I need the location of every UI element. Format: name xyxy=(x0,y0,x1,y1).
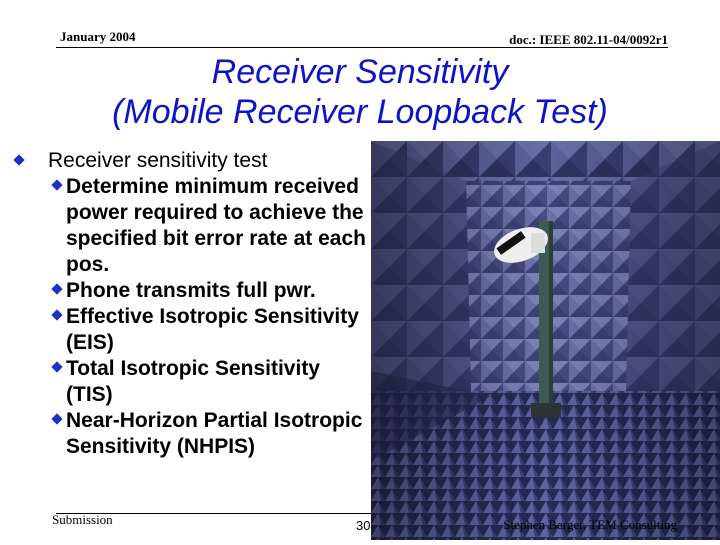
header-divider xyxy=(56,47,668,48)
slide-title xyxy=(0,52,720,132)
header-doc-id: doc.: IEEE 802.11-04/0092r1 xyxy=(509,32,668,47)
diamond-bullet-icon xyxy=(48,358,66,376)
diamond-bullet-icon xyxy=(10,151,28,169)
sub-bullet-text: Total Isotropic Sensitivity (TIS) xyxy=(66,357,320,406)
bullet-list xyxy=(8,148,368,460)
sub-bullet-item xyxy=(8,356,368,408)
sub-bullet-item xyxy=(8,278,368,304)
bullet-main xyxy=(8,148,368,174)
bullet-main-text: Receiver sensitivity test xyxy=(48,149,268,172)
slide-title-line-1: Receiver Sensitivity xyxy=(211,53,509,91)
diamond-bullet-icon xyxy=(48,306,66,324)
slide-title-line-2: (Mobile Receiver Loopback Test) xyxy=(112,93,608,131)
sub-bullet-item xyxy=(8,408,368,460)
footer-submission: Submission xyxy=(52,512,113,527)
sub-bullet-item xyxy=(8,174,368,278)
footer-page-number: 30 xyxy=(356,518,371,533)
footer-author: Stephen Berger, TEM Consulting xyxy=(503,517,677,532)
diamond-bullet-icon xyxy=(48,280,66,298)
sub-bullet-text: Near-Horizon Partial Isotropic Sensitivity (NHPIS) xyxy=(66,409,363,458)
header-date: January 2004 xyxy=(60,29,136,44)
sub-bullet-text: Phone transmits full pwr. xyxy=(66,279,316,302)
sub-bullet-item xyxy=(8,304,368,356)
sub-bullet-text: Determine minimum received power required to achieve the specified bit error rate at each pos. xyxy=(66,175,366,276)
sub-bullet-text: Effective Isotropic Sensitivity (EIS) xyxy=(66,305,359,354)
diamond-bullet-icon xyxy=(48,176,66,194)
diamond-bullet-icon xyxy=(48,410,66,428)
anechoic-chamber-photo xyxy=(371,141,720,540)
